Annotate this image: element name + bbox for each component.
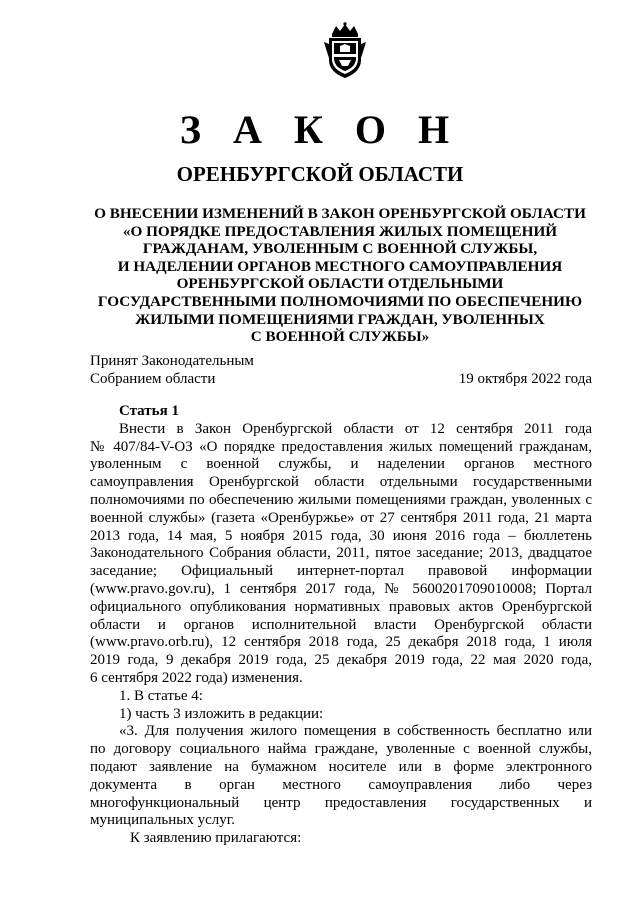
body-line: самоуправления Оренбургской области отдельными государственными <box>90 474 592 491</box>
subtitle-line: С ВОЕННОЙ СЛУЖБЫ» <box>250 328 430 346</box>
region-title: ОРЕНБУРГСКОЙ ОБЛАСТИ <box>176 162 464 186</box>
quote-line: муниципальных услуг. <box>90 812 235 829</box>
body-line: официального опубликования нормативных правовых актов Оренбургской <box>90 598 592 615</box>
body-line: полномочиями по обеспечению жилыми помещениями граждан, уволенных с <box>90 491 592 508</box>
subtitle-line: ОРЕНБУРГСКОЙ ОБЛАСТИ ОТДЕЛЬНЫМИ <box>176 275 504 293</box>
body-line: Законодательного Собрания области, 2011, пятое заседание; 2013, двадцатое <box>90 545 592 562</box>
quote-line: по договору социального найма граждане, уволенные с военной службы, <box>90 741 592 758</box>
quote-line: многофункциональный центр предоставления государственных и <box>90 794 592 811</box>
body-line: уволенным с военной службы, и наделении органов местного <box>90 456 592 473</box>
subtitle-line: И НАДЕЛЕНИИ ОРГАНОВ МЕСТНОГО САМОУПРАВЛЕНИЯ <box>117 257 563 275</box>
body-line: (www.pravo.gov.ru), 1 сентября 2017 года, № 5600201709010008; Портал <box>90 580 592 597</box>
body-line: заседание; Официальный интернет-портал правовой информации <box>90 563 592 580</box>
subtitle-line: О ВНЕСЕНИИ ИЗМЕНЕНИЙ В ЗАКОН ОРЕНБУРГСКОЙ ОБЛАСТИ <box>94 205 586 222</box>
body-line: (www.pravo.orb.ru), 12 сентября 2018 года, 25 декабря 2018 года, 1 июля <box>90 634 592 651</box>
body-line: 2019 года, 9 декабря 2019 года, 25 декабря 2019 года, 22 мая 2020 года, <box>90 652 592 669</box>
subtitle-line: ГОСУДАРСТВЕННЫМИ ПОЛНОМОЧИЯМИ ПО ОБЕСПЕЧЕНИЮ <box>97 292 583 310</box>
quote-line: «3. Для получения жилого помещения в собственность бесплатно или <box>119 723 592 740</box>
item-1: 1. В статье 4: <box>119 687 203 704</box>
item-1-1: 1) часть 3 изложить в редакции: <box>119 705 324 722</box>
body-line: 6 сентября 2022 года) изменения. <box>90 669 303 686</box>
body-line: области и органов исполнительной власти Оренбургской области <box>90 616 592 633</box>
law-body <box>90 403 592 848</box>
body-line: № 407/84-V-ОЗ «О порядке предоставления жилых помещений гражданам, <box>90 438 592 455</box>
article-title: Статья 1 <box>119 403 179 419</box>
body-line: Внести в Закон Оренбургской области от 12 сентября 2011 года <box>119 420 592 437</box>
subtitle-line: ЖИЛЫМИ ПОМЕЩЕНИЯМИ ГРАЖДАН, УВОЛЕННЫХ <box>135 310 545 328</box>
quote-line: подают заявление на бумажном носителе или в форме электронного <box>90 758 592 775</box>
body-line: военной службы» (газета «Оренбуржье» от 27 сентября 2011 года, 21 марта <box>90 509 592 526</box>
adoption-date: 19 октября 2022 года <box>458 370 592 387</box>
subtitle-line: ГРАЖДАНАМ, УВОЛЕННЫМ С ВОЕННОЙ СЛУЖБЫ, <box>142 240 538 258</box>
adoption-block <box>90 353 592 388</box>
quote-line: документа в орган местного самоуправления либо через <box>90 776 592 793</box>
body-line: 2013 года, 14 мая, 5 ноября 2015 года, 30 июня 2016 года – бюллетень <box>90 527 592 544</box>
attachments-intro: К заявлению прилагаются: <box>130 830 302 847</box>
coat-of-arms-icon <box>322 22 368 80</box>
law-subtitle <box>80 205 600 346</box>
adopted-by-line-1: Принят Законодательным <box>90 353 254 369</box>
law-title: З А К О Н <box>179 107 461 152</box>
subtitle-line: «О ПОРЯДКЕ ПРЕДОСТАВЛЕНИЯ ЖИЛЫХ ПОМЕЩЕНИЙ <box>122 222 558 240</box>
adopted-by-line-2: Собранием области <box>90 370 216 387</box>
